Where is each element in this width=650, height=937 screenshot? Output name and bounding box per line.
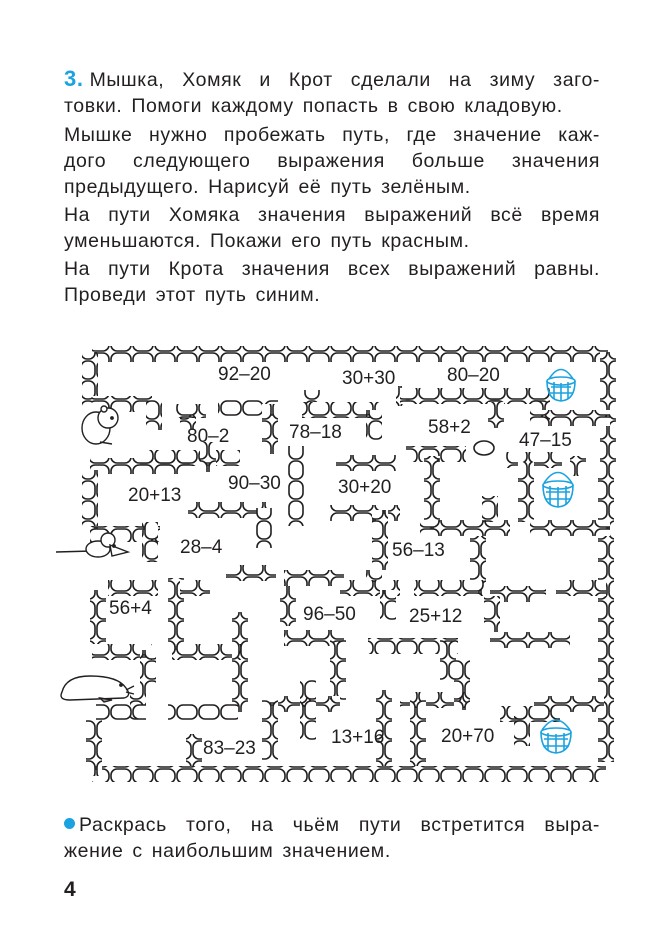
expression-58+2: 58+2 (428, 417, 471, 438)
expression-20+70: 20+70 (441, 726, 495, 747)
maze-walls (82, 346, 616, 782)
mole-icon (61, 676, 134, 702)
task-intro-line-2: товки. Помоги каждому попасть в свою кладовую. (64, 95, 563, 117)
mouse-line-3: предыдущего. Нарисуй её путь зелёным. (64, 176, 471, 198)
expression-92-20: 92–20 (218, 364, 271, 385)
basket-top-icon (547, 370, 575, 402)
expression-80-20: 80–20 (447, 365, 500, 386)
expression-90-30: 90–30 (228, 473, 281, 494)
expression-30+30: 30+30 (342, 368, 396, 389)
mole-line-2: Проведи этот путь синим. (64, 284, 321, 306)
expression-47-15: 47–15 (519, 430, 572, 451)
question (64, 812, 600, 864)
expression-25+12: 25+12 (409, 606, 463, 627)
mouse-line-1: Мышке нужно пробежать путь, где значение каж- (64, 124, 600, 146)
bullet-icon (64, 818, 75, 829)
page-number: 4 (64, 878, 76, 901)
mole-line-1: На пути Крота значения всех выражений равны. (64, 258, 600, 280)
mouse-line-2: дого следующего выражения больше значения (64, 150, 600, 172)
task-number: 3. (64, 66, 84, 91)
expression-78-18: 78–18 (289, 422, 342, 443)
expression-20+13: 20+13 (128, 485, 182, 506)
expression-13+16: 13+16 (331, 727, 385, 748)
expression-56-13: 56–13 (392, 540, 445, 561)
expression-80-2: 80–2 (187, 426, 230, 447)
basket-middle-icon (543, 473, 573, 508)
expression-96-50: 96–50 (303, 604, 356, 625)
expression-83-23: 83–23 (203, 738, 256, 759)
expression-56+4: 56+4 (109, 598, 152, 619)
expression-28-4: 28–4 (180, 537, 223, 558)
hamster-icon (82, 406, 118, 444)
hamster-line-1: На пути Хомяка значения выражений всё время (64, 204, 600, 226)
question-line-2: жение с наибольшим значением. (64, 840, 391, 862)
expression-30+20: 30+20 (338, 477, 392, 498)
task-intro-line-1: 3. Мышка, Хомяк и Крот сделали на зиму заго- (64, 66, 600, 91)
basket-bottom-icon (541, 720, 571, 753)
question-line-1: Раскрась того, на чьём пути встретится выра- (64, 812, 600, 838)
hamster-line-2: уменьшаются. Покажи его путь красным. (64, 230, 470, 252)
